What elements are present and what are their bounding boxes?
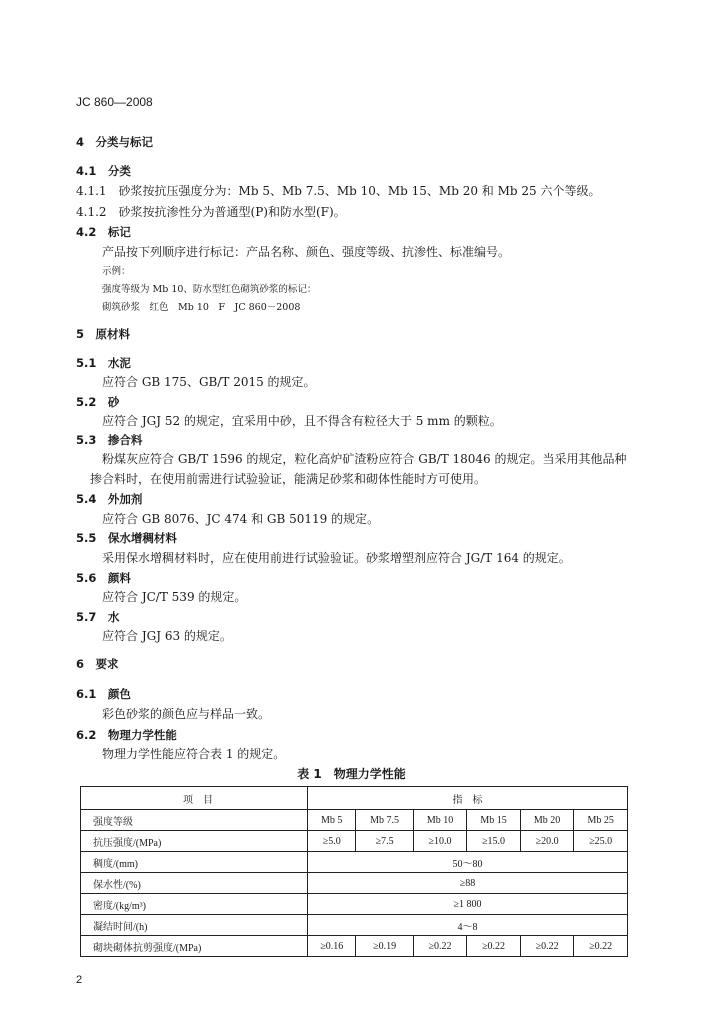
table-row-setting-time xyxy=(81,915,628,936)
table-header-row xyxy=(81,787,628,810)
example-marking: 砌筑砂浆 红色 Mb 10 F JC 860－2008 xyxy=(102,302,301,313)
section-5-heading: 5 原材料 xyxy=(76,327,131,341)
clause-4-1-2: 4.1.2 砂浆按抗渗性分为普通型(P)和防水型(F)。 xyxy=(76,205,346,219)
example-label: 示例： xyxy=(102,266,131,277)
compressive-cell: ≥7.5 xyxy=(356,831,413,852)
section-4-1-heading: 4.1 分类 xyxy=(76,164,131,178)
section-5-6-heading: 5.6 颜料 xyxy=(76,571,131,585)
compressive-cell: ≥15.0 xyxy=(467,831,521,852)
table-row-density xyxy=(81,894,628,915)
row-label-setting-time: 凝结时间/(h) xyxy=(81,915,308,936)
shear-cell: ≥0.19 xyxy=(356,936,413,957)
section-4-2-heading: 4.2 标记 xyxy=(76,225,131,239)
clause-5-1-text: 应符合 GB 175、GB/T 2015 的规定。 xyxy=(102,375,316,389)
header-index: 指 标 xyxy=(308,787,628,810)
standard-code: JC 860—2008 xyxy=(76,95,153,109)
section-6-heading: 6 要求 xyxy=(76,657,119,671)
grade-cell: Mb 20 xyxy=(520,810,574,831)
clause-6-2-text: 物理力学性能应符合表 1 的规定。 xyxy=(102,747,286,761)
grade-cell: Mb 10 xyxy=(413,810,467,831)
table-row-water-retention xyxy=(81,873,628,894)
example-description: 强度等级为 Mb 10、防水型红色砌筑砂浆的标记： xyxy=(102,284,317,295)
density-value: ≥1 800 xyxy=(308,894,628,915)
section-5-2-heading: 5.2 砂 xyxy=(76,395,120,409)
row-label-compressive: 抗压强度/(MPa) xyxy=(81,831,308,852)
water-retention-value: ≥88 xyxy=(308,873,628,894)
row-label-consistency: 稠度/(mm) xyxy=(81,852,308,873)
table-row-grade xyxy=(81,810,628,831)
clause-5-3-text-1: 粉煤灰应符合 GB/T 1596 的规定，粒化高炉矿渣粉应符合 GB/T 18046 的规定。当采用其他品种 xyxy=(102,452,627,466)
section-4-heading: 4 分类与标记 xyxy=(76,135,154,149)
header-item: 项 目 xyxy=(81,787,308,810)
grade-cell: Mb 7.5 xyxy=(356,810,413,831)
shear-cell: ≥0.22 xyxy=(413,936,467,957)
row-label-density: 密度/(kg/m³) xyxy=(81,894,308,915)
clause-6-1-text: 彩色砂浆的颜色应与样品一致。 xyxy=(102,707,271,721)
section-6-2-heading: 6.2 物理力学性能 xyxy=(76,728,177,742)
section-5-7-heading: 5.7 水 xyxy=(76,610,120,624)
physical-properties-table xyxy=(80,786,628,957)
table-row-consistency xyxy=(81,852,628,873)
compressive-cell: ≥20.0 xyxy=(520,831,574,852)
clause-5-3-text-2: 掺合料时，在使用前需进行试验验证，能满足砂浆和砌体性能时方可使用。 xyxy=(90,472,487,486)
shear-cell: ≥0.22 xyxy=(520,936,574,957)
clause-5-2-text: 应符合 JGJ 52 的规定，宜采用中砂，且不得含有粒径大于 5 mm 的颗粒。 xyxy=(102,414,502,428)
row-label-shear: 砌块砌体抗剪强度/(MPa) xyxy=(81,936,308,957)
table-row-shear xyxy=(81,936,628,957)
row-label-grade: 强度等级 xyxy=(81,810,308,831)
compressive-cell: ≥10.0 xyxy=(413,831,467,852)
section-5-3-heading: 5.3 掺合料 xyxy=(76,433,143,447)
table-1-title: 表 1 物理力学性能 xyxy=(297,767,406,781)
section-5-1-heading: 5.1 水泥 xyxy=(76,356,131,370)
shear-cell: ≥0.16 xyxy=(308,936,356,957)
grade-cell: Mb 5 xyxy=(308,810,356,831)
compressive-cell: ≥5.0 xyxy=(308,831,356,852)
section-5-5-heading: 5.5 保水增稠材料 xyxy=(76,531,177,545)
section-5-4-heading: 5.4 外加剂 xyxy=(76,492,143,506)
row-label-water-retention: 保水性/(%) xyxy=(81,873,308,894)
section-6-1-heading: 6.1 颜色 xyxy=(76,687,131,701)
compressive-cell: ≥25.0 xyxy=(574,831,628,852)
shear-cell: ≥0.22 xyxy=(574,936,628,957)
page-number: 2 xyxy=(76,974,83,986)
clause-5-5-text: 采用保水增稠材料时，应在使用前进行试验验证。砂浆增塑剂应符合 JG/T 164 的规定。 xyxy=(102,551,571,565)
clause-5-6-text: 应符合 JC/T 539 的规定。 xyxy=(102,590,247,604)
clause-5-7-text: 应符合 JGJ 63 的规定。 xyxy=(102,629,232,643)
shear-cell: ≥0.22 xyxy=(467,936,521,957)
setting-time-value: 4～8 xyxy=(308,915,628,936)
grade-cell: Mb 15 xyxy=(467,810,521,831)
grade-cell: Mb 25 xyxy=(574,810,628,831)
consistency-value: 50～80 xyxy=(308,852,628,873)
table-row-compressive xyxy=(81,831,628,852)
clause-4-2-text: 产品按下列顺序进行标记：产品名称、颜色、强度等级、抗渗性、标准编号。 xyxy=(102,245,511,259)
clause-5-4-text: 应符合 GB 8076、JC 474 和 GB 50119 的规定。 xyxy=(102,512,380,526)
clause-4-1-1: 4.1.1 砂浆按抗压强度分为：Mb 5、Mb 7.5、Mb 10、Mb 15、Mb 20 和 Mb 25 六个等级。 xyxy=(76,184,601,198)
